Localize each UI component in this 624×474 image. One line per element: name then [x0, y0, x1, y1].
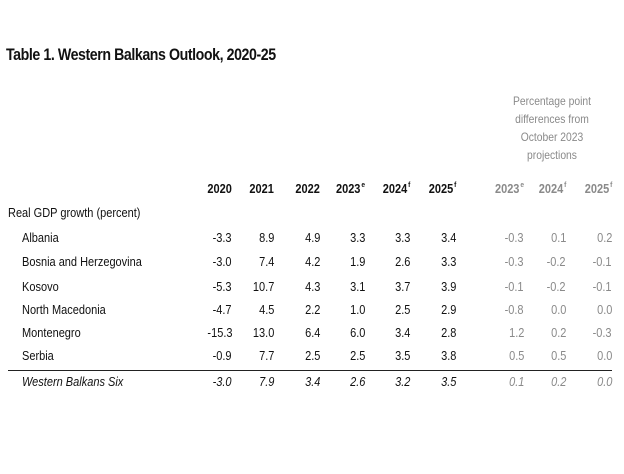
diff-cell: -0.3: [505, 231, 524, 245]
column-header-2020: 2020: [207, 182, 232, 196]
table-cell: 4.3: [304, 280, 320, 294]
row-label: Bosnia and Herzegovina: [22, 255, 142, 269]
diff-cell: -0.1: [593, 255, 612, 269]
table-cell: 6.0: [349, 326, 365, 340]
column-header-2023: 2023e: [335, 180, 365, 196]
column-header-2025: 2025$^f$: [428, 180, 456, 196]
total-cell: 3.2: [394, 375, 410, 389]
total-diff-cell: 0.2: [550, 375, 566, 389]
table-cell: 2.5: [394, 303, 410, 317]
column-header-2021: 2021: [249, 182, 274, 196]
row-label: Montenegro: [22, 326, 81, 340]
row-label: Albania: [22, 231, 59, 245]
row-label: North Macedonia: [22, 303, 106, 317]
diff-cell: 0.2: [550, 326, 566, 340]
table-cell: 2.5: [349, 349, 365, 363]
table-cell: 1.9: [349, 255, 365, 269]
table-cell: 3.7: [394, 280, 410, 294]
diff-cell: 0.0: [596, 303, 612, 317]
diff-cell: -0.3: [505, 255, 524, 269]
table-title: Table 1. Western Balkans Outlook, 2020-25: [6, 46, 276, 64]
diff-cell: -0.2: [547, 255, 566, 269]
diff-cell: 0.0: [550, 303, 566, 317]
table-cell: 2.9: [440, 303, 456, 317]
total-cell: 7.9: [258, 375, 274, 389]
total-row-label: Western Balkans Six: [22, 375, 124, 389]
total-divider: [8, 370, 612, 371]
table-cell: 3.1: [349, 280, 365, 294]
table-cell: 13.0: [252, 326, 274, 340]
table-cell: -4.7: [213, 303, 232, 317]
table-cell: -3.0: [213, 255, 232, 269]
table-cell: -0.9: [213, 349, 232, 363]
table-cell: 3.3: [349, 231, 365, 245]
diff-cell: -0.8: [505, 303, 524, 317]
table-cell: 4.5: [258, 303, 274, 317]
table-cell: 6.4: [304, 326, 320, 340]
table-cell: 2.8: [440, 326, 456, 340]
table-cell: 3.3: [394, 231, 410, 245]
diff-cell: -0.2: [547, 280, 566, 294]
table-cell: 7.7: [258, 349, 274, 363]
table-cell: 2.6: [394, 255, 410, 269]
column-header-2022: 2022: [295, 182, 320, 196]
row-label: Kosovo: [22, 280, 59, 294]
table-cell: 2.2: [304, 303, 320, 317]
table-cell: 2.5: [304, 349, 320, 363]
table-cell: 3.5: [394, 349, 410, 363]
table-cell: 7.4: [258, 255, 274, 269]
diff-cell: 0.5: [550, 349, 566, 363]
diff-cell: -0.3: [593, 326, 612, 340]
table-cell: 4.2: [304, 255, 320, 269]
table-cell: -5.3: [213, 280, 232, 294]
table-cell: 8.9: [258, 231, 274, 245]
diff-cell: 0.2: [596, 231, 612, 245]
diff-column-header-2023: 2023e: [494, 180, 524, 196]
diff-cell: -0.1: [593, 280, 612, 294]
row-label: Serbia: [22, 349, 54, 363]
diff-column-header-2025: 2025$^f$: [584, 180, 612, 196]
differences-note: Percentage point differences from October 2023 projections: [512, 94, 592, 162]
diff-cell: 0.5: [508, 349, 524, 363]
diff-cell: -0.1: [505, 280, 524, 294]
total-cell: 3.4: [304, 375, 320, 389]
diff-column-header-2024: 2024$^f$: [538, 180, 566, 196]
diff-cell: 0.1: [550, 231, 566, 245]
table-cell: -15.3: [206, 326, 232, 340]
table-cell: 3.9: [440, 280, 456, 294]
total-cell: 3.5: [440, 375, 456, 389]
total-cell: 2.6: [349, 375, 365, 389]
table-cell: 3.4: [440, 231, 456, 245]
total-cell: -3.0: [213, 375, 232, 389]
table-cell: 3.3: [440, 255, 456, 269]
table-cell: 3.4: [394, 326, 410, 340]
diff-cell: 0.0: [596, 349, 612, 363]
table-cell: 1.0: [349, 303, 365, 317]
table-cell: 10.7: [252, 280, 274, 294]
total-diff-cell: 0.0: [596, 375, 612, 389]
table-cell: 3.8: [440, 349, 456, 363]
table-cell: -3.3: [213, 231, 232, 245]
diff-cell: 1.2: [508, 326, 524, 340]
column-header-2024: 2024$^f$: [382, 180, 410, 196]
total-diff-cell: 0.1: [508, 375, 524, 389]
section-label: Real GDP growth (percent): [8, 206, 141, 220]
table-cell: 4.9: [304, 231, 320, 245]
